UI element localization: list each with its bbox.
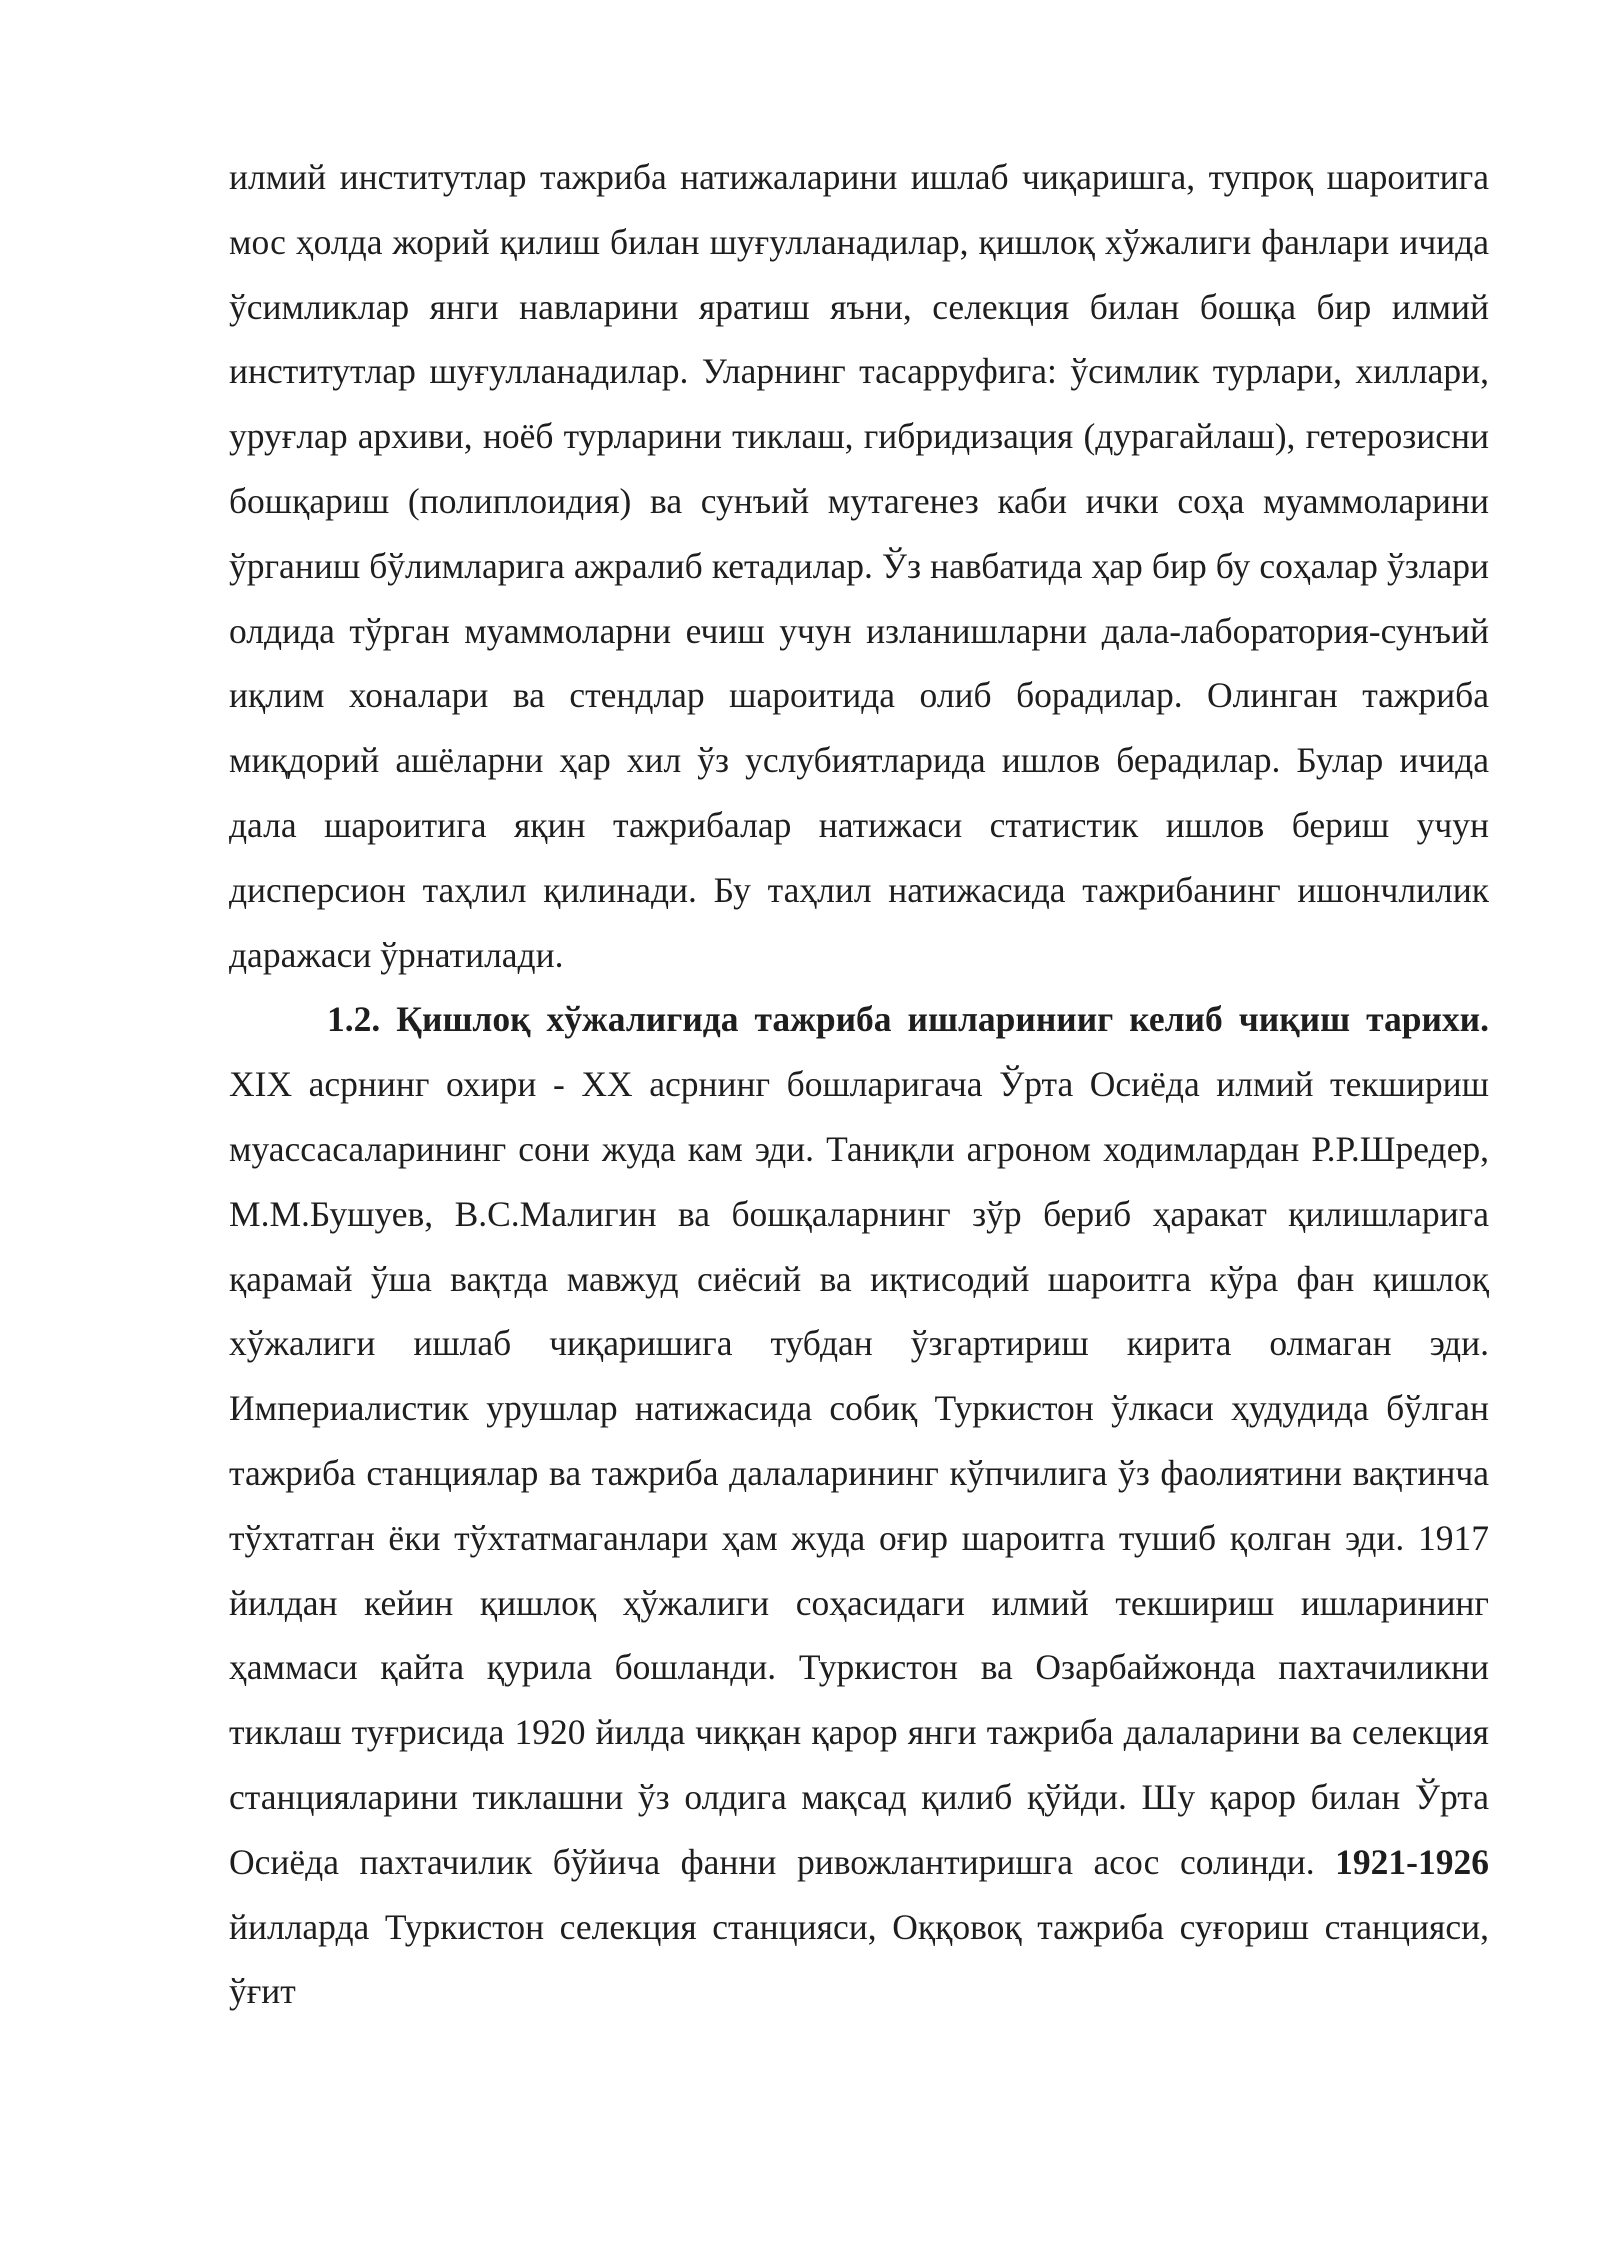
paragraph-2-text-b: йилларда Туркистон селекция станцияси, Оққовоқ тажриба суғориш станцияси, ўғит bbox=[229, 1906, 1489, 2012]
paragraph-2-years: 1921-1926 bbox=[1335, 1841, 1489, 1882]
paragraph-2-text-a: XIX асрнинг охири - XX асрнинг бошларигача Ўрта Осиёда илмий текшириш муассасаларининг сони жуда кам эди. Таниқли агроном ходимлардан Р.Р.Шредер, М.М.Бушуев, В.С.Малигин ва бошқаларнинг зўр бериб ҳаракат қилишларига қарамай ўша вақтда мавжуд сиёсий ва иқтисодий шароитга кўра фан қишлоқ хўжалиги ишлаб чиқаришига тубдан ўзгартириш кирита олмаган эди. Империалистик урушлар натижасида собиқ Туркистон ўлкаси ҳудудида бўлган тажриба станциялар ва тажриба далаларининг кўпчилига ўз фаолиятини вақтинча тўхтатган ёки тўхтатмаганлари ҳам жуда оғир шароитга тушиб қолган эди. 1917 йилдан кейин қишлоқ ҳўжалиги соҳасидаги илмий текшириш ишларининг ҳаммаси қайта қурила бошланди. Туркистон ва Озарбайжонда пахтачиликни тиклаш туғрисида 1920 йилда чиққан қарор янги тажриба далаларини ва селекция станцияларини тиклашни ўз олдига мақсад қилиб қўйди. Шу қарор билан Ўрта Осиёда пахтачилик бўйича фанни ривожлантиришга асос солинди. bbox=[229, 1064, 1489, 1882]
body-paragraph-1: илмий институтлар тажриба натижаларини ишлаб чиқаришга, тупроқ шароитига мос ҳолда жорий қилиш билан шуғулланадилар, қишлоқ хўжалиги фанлари ичида ўсимликлар янги навларини яратиш яъни, селекция билан бошқа бир илмий институтлар шуғулланадилар. Уларнинг тасарруфига: ўсимлик турлари, хиллари, уруғлар архиви, ноёб турларини тиклаш, гибридизация (дурагайлаш), гетерозисни бошқариш (полиплоидия) ва сунъий мутагенез каби ички соҳа муаммоларини ўрганиш бўлимларига ажралиб кетадилар. Ўз навбатида ҳар бир бу соҳалар ўзлари олдида тўрган муаммоларни ечиш учун изланишларни дала-лаборатория-сунъий иқлим хоналари ва стендлар шароитида олиб борадилар. Олинган тажриба миқдорий ашёларни ҳар хил ўз услубиятларида ишлов берадилар. Булар ичида дала шароитига яқин тажрибалар натижаси статистик ишлов бериш учун дисперсион таҳлил қилинади. Бу таҳлил натижасида тажрибанинг ишончлилик даражаси ўрнатилади. bbox=[229, 157, 1489, 975]
section-heading: 1.2. Қишлоқ хўжалигида тажриба ишларинииг келиб чиқиш тарихи. bbox=[327, 999, 1489, 1040]
body-paragraph-2 bbox=[229, 987, 1489, 2024]
document-body bbox=[229, 145, 1489, 2024]
